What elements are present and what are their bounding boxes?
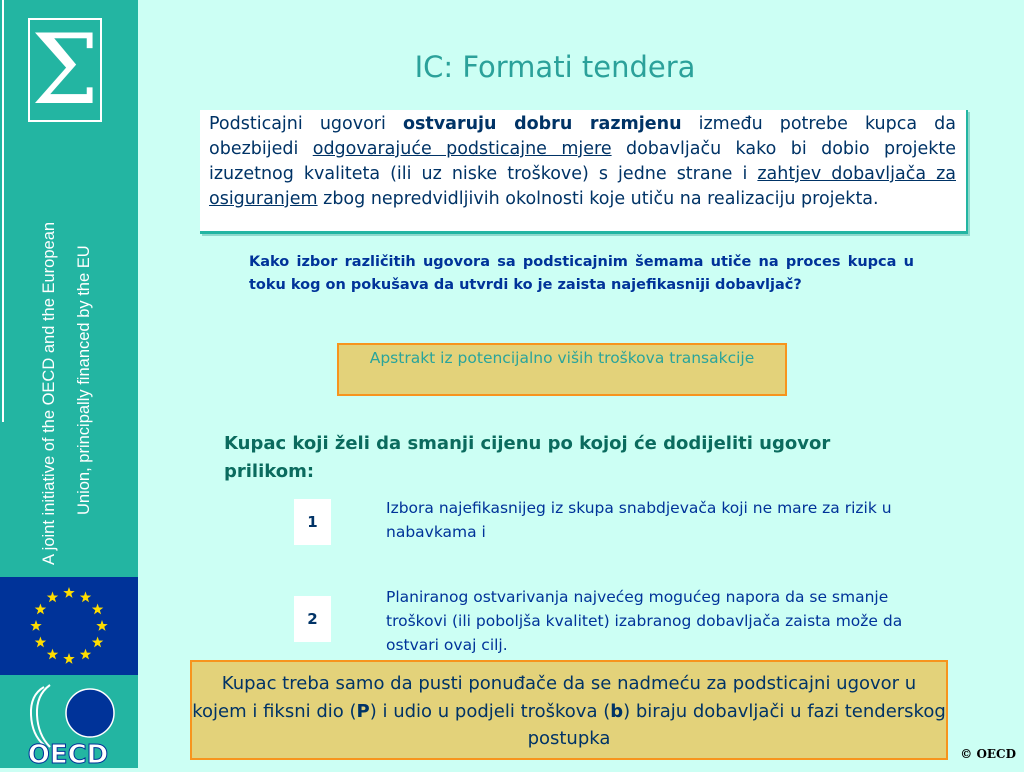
eu-star-icon: [80, 591, 91, 602]
intro-text-4: zbog nepredvidljivih okolnosti koje utiču na realizaciju projekta.: [317, 189, 879, 209]
eu-flag-icon: [0, 577, 138, 675]
svg-text:OECD: OECD: [27, 740, 109, 768]
eu-star-icon: [63, 653, 74, 664]
item-text-1: Izbora najefikasnijeg iz skupa snabdjevača koji ne mare za rizik u nabavkama i: [386, 499, 892, 541]
conclusion-bold-p: P: [356, 700, 370, 722]
slide-title: IC: Formati tendera: [414, 50, 696, 84]
eu-star-icon: [92, 637, 103, 648]
eu-star-icon: [30, 620, 41, 631]
item-text-2: Planiranog ostvarivanja najvećeg mogućeg napora da se smanje troškovi (ili poboljša kvalitet) izabranog dobavljača zaista može da ostvari ovaj cilj.: [386, 588, 903, 654]
eu-stars: [0, 577, 138, 675]
conclusion-text-3: ) biraju dobavljači u fazi tenderskog postupka: [527, 700, 946, 749]
buyer-heading: Kupac koji želi da smanji cijenu po kojoj će dodijeliti ugovor prilikom:: [224, 433, 831, 482]
eu-star-icon: [47, 591, 58, 602]
sidebar: [0, 0, 138, 768]
eu-star-icon: [35, 604, 46, 615]
question-text: Kako izbor različitih ugovora sa podsticajnim šemama utiče na proces kupca u toku kog on pokušava da utvrdi ko je zaista najefikasniji dobavljač?: [249, 254, 914, 293]
item-number-2: 2: [294, 596, 331, 642]
intro-underlined-2: zahtjev dobavljača za osiguranjem: [209, 164, 956, 209]
sigma-icon: Σ: [31, 14, 99, 126]
abstract-box: Apstrakt iz potencijalno viših troškova transakcije: [337, 343, 787, 396]
intro-text-1: Podsticajni ugovori: [209, 114, 403, 134]
intro-underlined-1: odgovarajuće podsticajne mjere: [312, 139, 612, 159]
intro-paragraph: [200, 110, 968, 234]
intro-bold-1: ostvaruju dobru razmjenu: [402, 114, 682, 134]
intro-text-3: dobavljaču kako bi dobio projekte izuzetnog kvaliteta (ili uz niske troškove) s jedne strane i: [209, 139, 956, 184]
conclusion-box: [190, 660, 948, 760]
sigma-logo: [28, 14, 102, 126]
copyright: © OECD: [960, 747, 1016, 761]
conclusion-text-2: ) i udio u podjeli troškova (: [369, 700, 611, 722]
conclusion-text-1: Kupac treba samo da pusti ponuđače da se nadmeću za podsticajni ugovor u kojem i fiksni dio (: [192, 673, 917, 722]
sidebar-tagline-line2: Union, principally financed by the EU: [75, 245, 93, 515]
conclusion-bold-b: b: [610, 700, 624, 722]
sidebar-divider-line: [2, 0, 4, 422]
eu-star-icon: [47, 649, 58, 660]
eu-star-icon: [80, 649, 91, 660]
sidebar-tagline-line1: A joint initiative of the OECD and the European: [40, 221, 58, 565]
oecd-logo-icon: [0, 675, 138, 768]
eu-star-icon: [63, 587, 74, 598]
eu-star-icon: [96, 620, 107, 631]
eu-star-icon: [92, 604, 103, 615]
eu-star-icon: [35, 637, 46, 648]
intro-text-2: između potrebe kupca da obezbijedi: [209, 114, 957, 159]
item-number-1: 1: [294, 499, 331, 545]
